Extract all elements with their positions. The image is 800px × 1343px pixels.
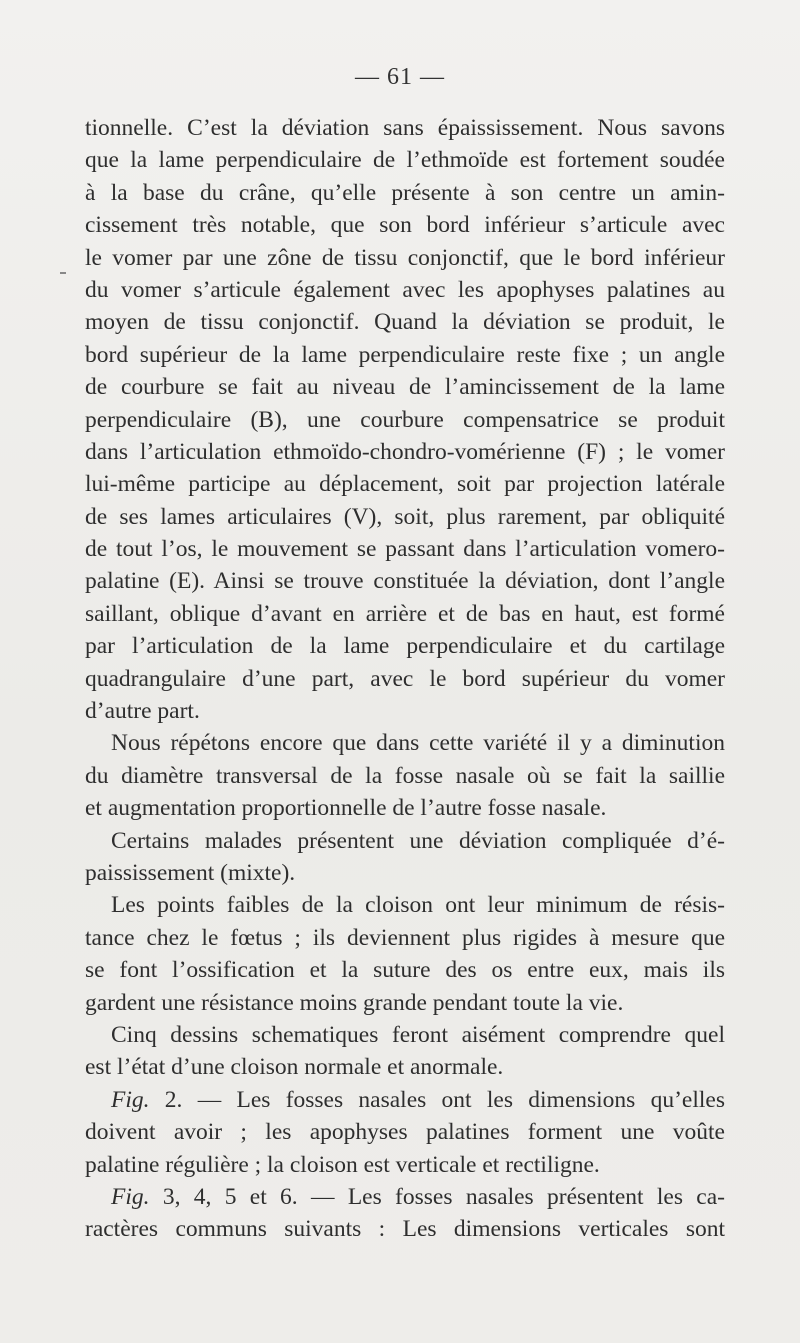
text-line: [85, 306, 725, 338]
line-text: moyen de tissu conjonctif. Quand la déviation se produit, le: [85, 309, 725, 336]
line-text: quadrangulaire d’une part, avec le bord supérieur du vomer: [85, 665, 725, 692]
line-text: 2. — Les fosses nasales ont les dimensions qu’elles: [149, 1086, 725, 1113]
line-text: saillant, oblique d’avant en arrière et de bas en haut, est formé: [85, 600, 725, 627]
line-text: tionnelle. C’est la déviation sans épaississement. Nous savons: [85, 115, 725, 141]
text-line: [85, 339, 725, 371]
line-text: du vomer s’articule également avec les apophyses palatines au: [85, 276, 725, 303]
text-line: [85, 792, 725, 824]
text-line: [85, 663, 725, 695]
text-line: [85, 857, 725, 889]
line-text: palatine (E). Ainsi se trouve constituée la déviation, dont l’angle: [85, 568, 725, 595]
figure-label: Fig.: [111, 1086, 150, 1113]
line-text: du diamètre transversal de la fosse nasale où se fait la saillie: [85, 762, 725, 789]
line-text: est l’état d’une cloison normale et anormale.: [85, 1054, 504, 1081]
line-text: dans l’articulation ethmoïdo-chondro-vomérienne (F) ; le vomer: [85, 438, 725, 465]
line-text: à la base du crâne, qu’elle présente à son centre un amin-: [85, 179, 725, 206]
text-line: [85, 468, 725, 500]
line-text: Cinq dessins schematiques feront aisément comprendre quel: [111, 1021, 725, 1048]
line-text: le vomer par une zône de tissu conjonctif, que le bord inférieur: [85, 244, 725, 271]
text-line: [85, 1116, 725, 1148]
text-line: [85, 533, 725, 565]
text-line: [85, 112, 725, 144]
line-text: que la lame perpendiculaire de l’ethmoïde est fortement soudée: [85, 147, 725, 174]
line-text: tance chez le fœtus ; ils deviennent plus rigides à mesure que: [85, 924, 725, 951]
text-line: [85, 144, 725, 176]
line-text: et augmentation proportionnelle de l’autre fosse nasale.: [85, 795, 607, 822]
text-line: [85, 1019, 725, 1051]
text-line: [85, 565, 725, 597]
text-line: [85, 598, 725, 630]
text-line: [85, 1149, 725, 1181]
text-line: [85, 695, 725, 727]
text-line: [85, 987, 725, 1019]
text-line: [85, 727, 725, 759]
margin-mark: [60, 272, 66, 274]
text-line: [85, 1181, 725, 1213]
line-text: d’autre part.: [85, 698, 200, 725]
line-text: bord supérieur de la lame perpendiculaire reste fixe ; un angle: [85, 341, 725, 368]
text-line: [85, 242, 725, 274]
line-text: cissement très notable, que son bord inférieur s’articule avec: [85, 212, 725, 239]
line-text: de ses lames articulaires (V), soit, plus rarement, par obliquité: [85, 503, 725, 530]
text-line: [85, 922, 725, 954]
line-text: se font l’ossification et la suture des os entre eux, mais ils: [85, 957, 725, 984]
text-line: [85, 954, 725, 986]
figure-label: Fig.: [111, 1183, 150, 1210]
text-line: [85, 630, 725, 662]
text-line: [85, 760, 725, 792]
line-text: de tout l’os, le mouvement se passant dans l’articulation vomero-: [85, 536, 725, 563]
line-text: gardent une résistance moins grande pendant toute la vie.: [85, 989, 624, 1016]
text-line: [85, 501, 725, 533]
text-line: [85, 436, 725, 468]
page-number: — 61 —: [355, 64, 445, 90]
text-line: [85, 371, 725, 403]
line-text: ractères communs suivants : Les dimensions verticales sont: [85, 1216, 725, 1243]
text-line: [85, 209, 725, 241]
text-line: [85, 274, 725, 306]
line-text: 3, 4, 5 et 6. — Les fosses nasales présentent les ca-: [149, 1183, 725, 1210]
line-text: Nous répétons encore que dans cette variété il y a diminution: [111, 730, 725, 757]
text-line: [85, 889, 725, 921]
text-line: [85, 404, 725, 436]
line-text: palatine régulière ; la cloison est verticale et rectiligne.: [85, 1151, 600, 1178]
line-text: Certains malades présentent une déviation compliquée d’é-: [111, 827, 725, 854]
line-text: perpendiculaire (B), une courbure compensatrice se produit: [85, 406, 725, 433]
text-line: [85, 177, 725, 209]
line-text: Les points faibles de la cloison ont leur minimum de résis-: [111, 892, 725, 919]
text-line: [85, 1051, 725, 1083]
text-line: [85, 825, 725, 857]
line-text: par l’articulation de la lame perpendiculaire et du cartilage: [85, 633, 725, 660]
text-line: [85, 1213, 725, 1245]
line-text: de courbure se fait au niveau de l’amincissement de la lame: [85, 374, 725, 401]
body-text: [85, 112, 725, 1246]
line-text: doivent avoir ; les apophyses palatines forment une voûte: [85, 1119, 725, 1146]
text-line: [85, 1084, 725, 1116]
line-text: lui-même participe au déplacement, soit par projection latérale: [85, 471, 725, 498]
line-text: paississement (mixte).: [85, 859, 296, 886]
